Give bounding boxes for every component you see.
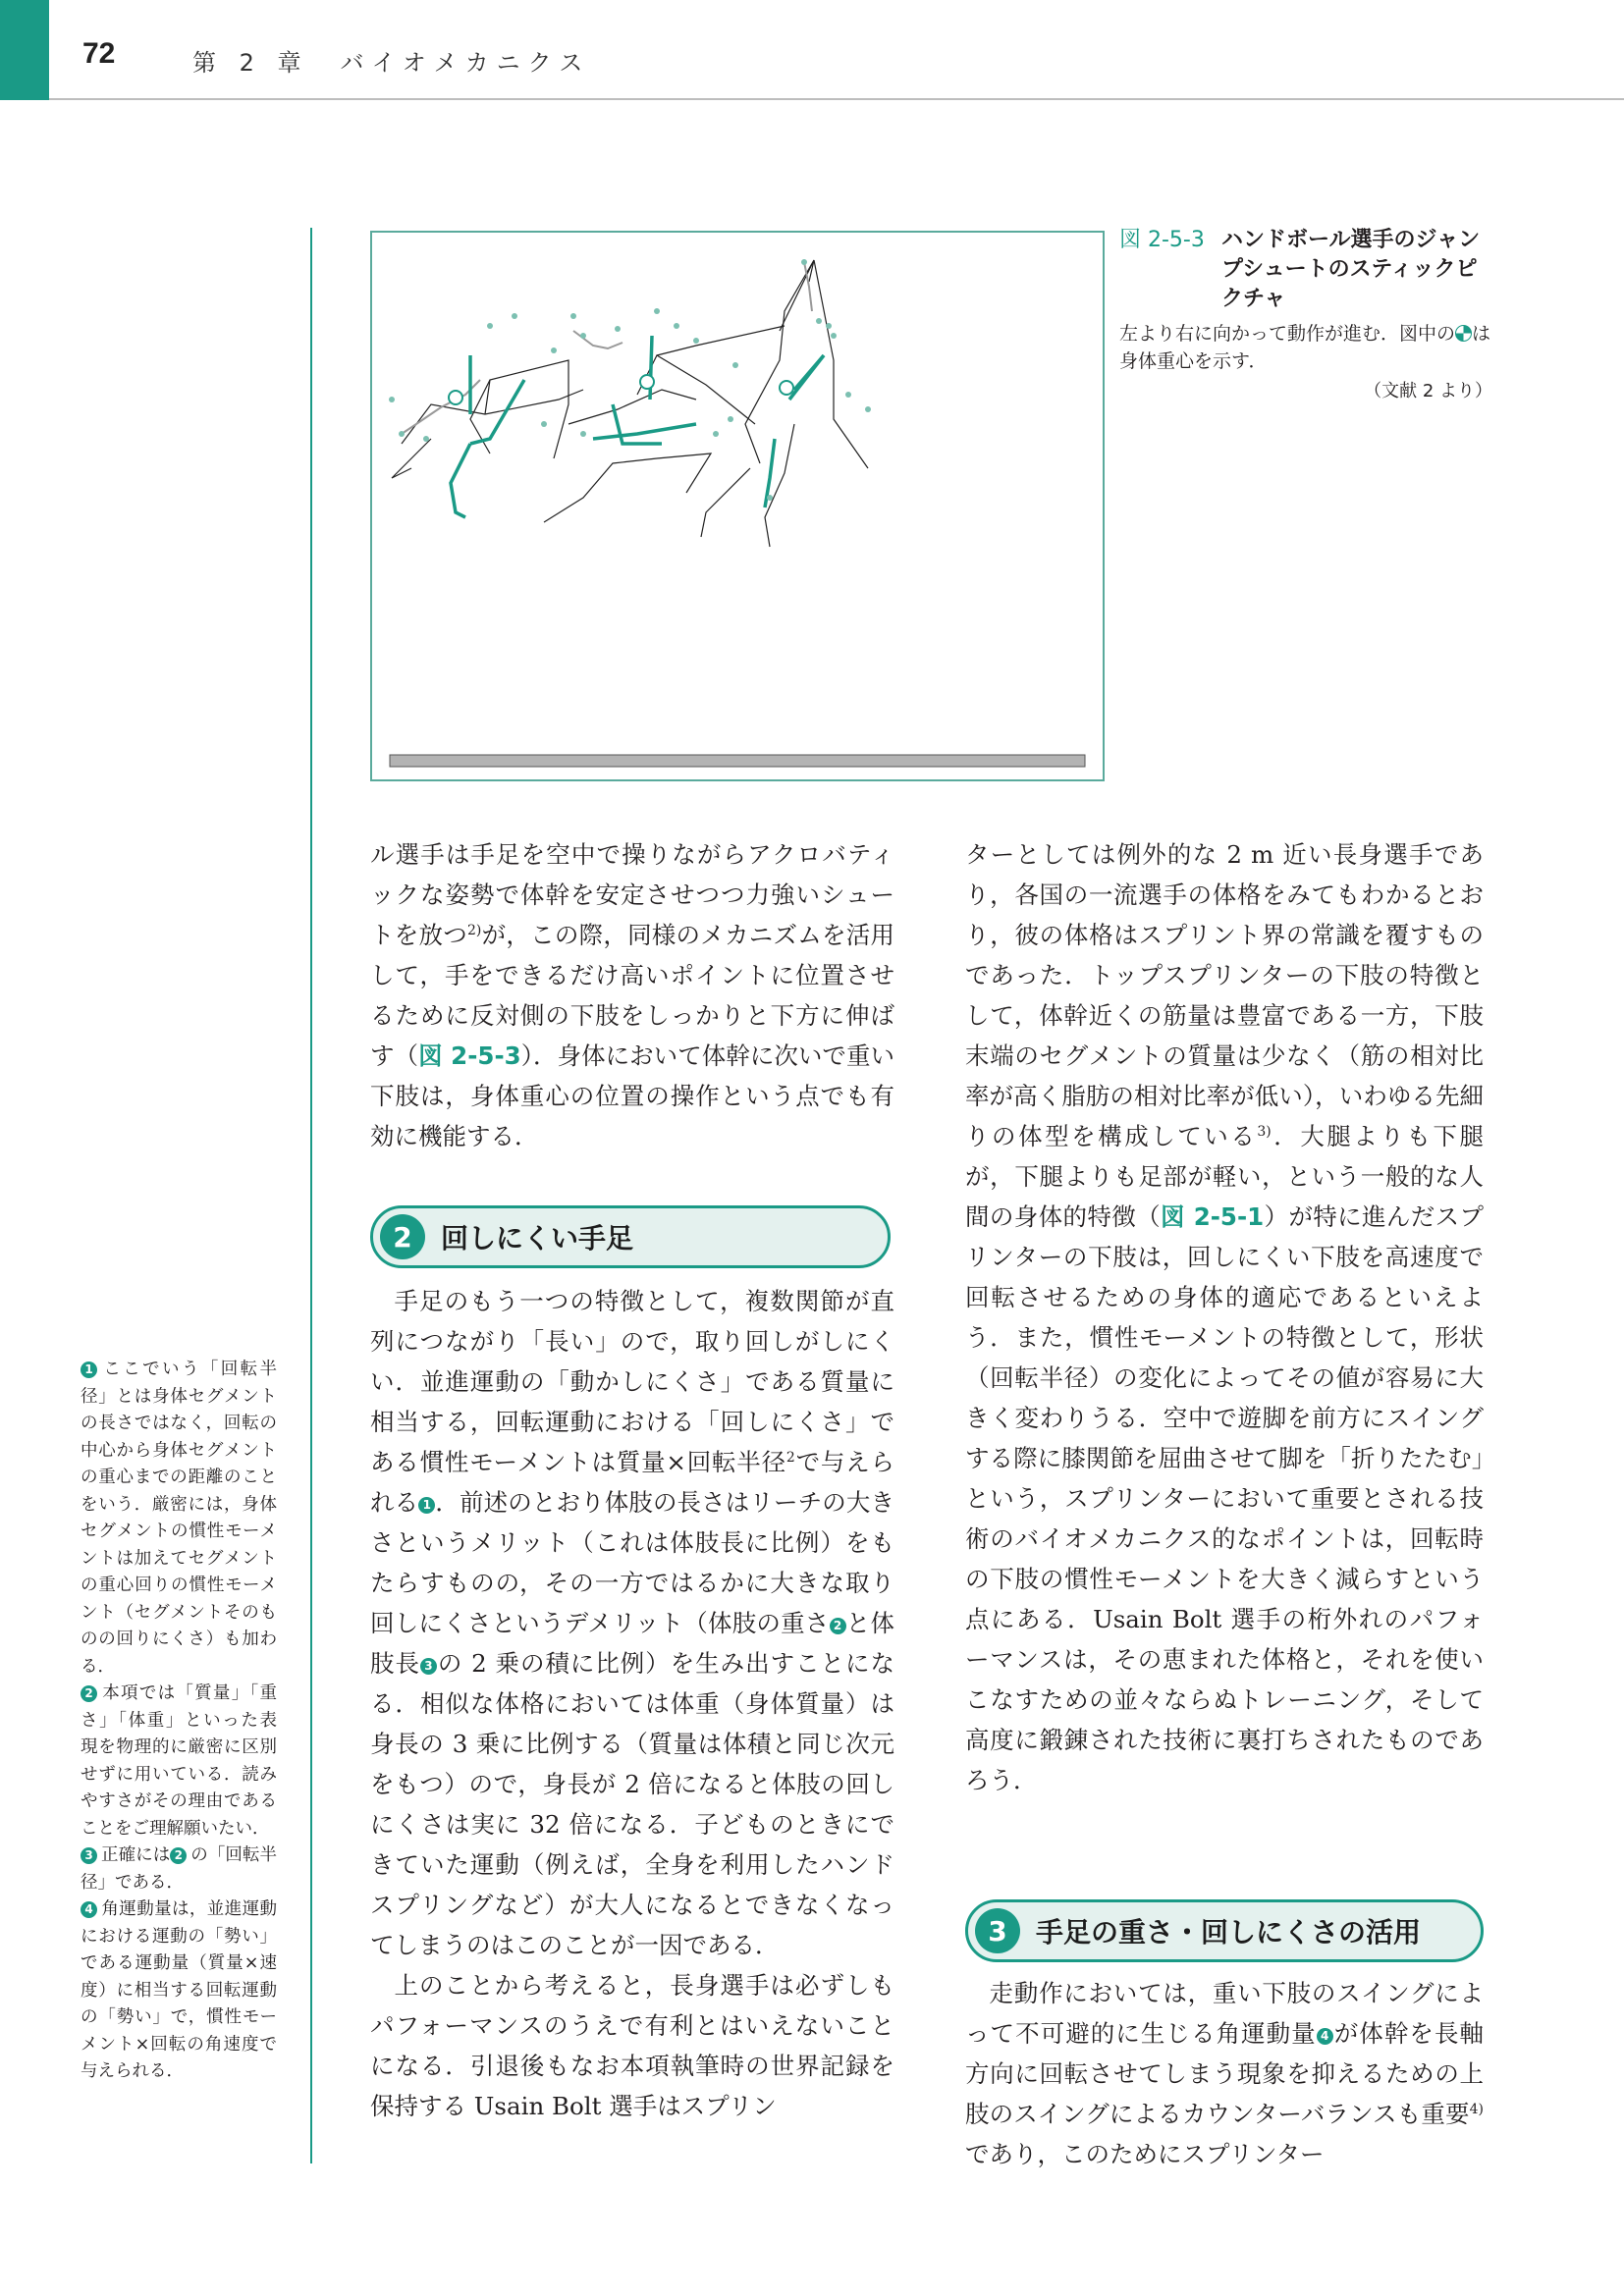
section-heading-2: [370, 1205, 891, 1268]
note-4: 4 角運動量は，並進運動における運動の「勢い」である運動量（質量×速度）に相当する回転運動の「勢い」で，慣性モーメント×回転の角速度で与えられる．: [81, 1899, 277, 2081]
figure-title: ハンドボール選手のジャンプシュートのスティックピクチャ: [1221, 228, 1481, 311]
figure-reference-link[interactable]: 図 2-5-1: [1160, 1202, 1265, 1231]
paragraph: 手足のもう一つの特徴として，複数関節が直列につながり「長い」ので，取り回しがしにくい．並進運動の「動かしにくさ」である質量に相当する，回転運動における「回しにくさ」である慣性モーメントは質量×回転半径$^2$で与えられる 1 ．前述のとおり体肢の長さはリーチの大きさというメリット（これは体肢長に比例）をもたらすものの，その一方ではるかに大きな取り回しにくさというデメリット（体肢の重さ 2 と体肢長 3 の 2 乗の積に比例）を生み出すことになる．相似な体格においては体重（身体質量）は身長の 3 乗に比例する（質量は体積と同じ次元をもつ）ので，身長が 2 倍になると体肢の回しにくさは実に 32 倍になる．子どものときにできていた運動（例えば，全身を利用したハンドスプリングなど）が大人になるとできなくなってしまうのはこのことが一因である．: [370, 1287, 895, 1959]
chapter-title: 第 2 章 バイオメカニクス: [192, 49, 591, 77]
section-number: 3: [975, 1908, 1020, 1953]
note-1: 1 ここでいう「回転半径」とは身体セグメントの長さではなく，回転の中心から身体セグメントの重心までの距離のことをいう．厳密には，身体セグメントの慣性モーメントは加えてセグメントの重心回りの慣性モーメント（セグメントそのものの回りにくさ）も加わる．: [81, 1360, 277, 1677]
note-number: 3: [81, 1847, 97, 1864]
paragraph: ル選手は手足を空中で操りながらアクロバティックな姿勢で体幹を安定させつつ力強いシュートを放つ$^{2)}$が，この際，同様のメカニズムを活用して，手をできるだけ高いポイントに位置させるために反対側の下肢をしっかりと下方に伸ばす（図 2-5-3）．身体において体幹に次いで重い下肢は，身体重心の位置の操作という点でも有効に機能する．: [370, 840, 895, 1150]
figure-source: （文献 2 より）: [1364, 381, 1492, 401]
note-marker[interactable]: 3: [420, 1658, 437, 1675]
note-number: 1: [81, 1362, 97, 1378]
center-of-mass-icon: [1455, 325, 1472, 342]
column-2-section-3: [965, 1973, 1484, 2174]
note-marker[interactable]: 4: [1317, 2028, 1333, 2045]
note-marker[interactable]: 2: [830, 1618, 846, 1634]
header-rule: [49, 98, 1624, 100]
figure-reference-link[interactable]: 図 2-5-3: [418, 1041, 521, 1070]
section-title: 回しにくい手足: [441, 1222, 634, 1255]
chapter-tab: [0, 0, 49, 100]
stick-figure-illustration: [370, 231, 1105, 781]
figure-desc-text: 左より右に向かって動作が進む．図中の: [1119, 323, 1456, 345]
figure-description: [1119, 320, 1492, 375]
note-number: 4: [81, 1901, 97, 1918]
paragraph: ターとしては例外的な 2 m 近い長身選手であり，各国の一流選手の体格をみてもわかるとおり，彼の体格はスプリント界の常識を覆すものであった．トップスプリンターの下肢の特徴として，体幹近くの筋量は豊富である一方，下肢末端のセグメントの質量は少なく（筋の相対比率が高く脂肪の相対比率が低い），いわゆる先細りの体型を構成している$^{3)}$．大腿よりも下腿が，下腿よりも足部が軽い，という一般的な人間の身体的特徴（図 2-5-1）が特に進んだスプリンターの下肢は，回しにくい下肢を高速度で回転させるための身体的適応であるといえよう．また，慣性モーメントの特徴として，形状（回転半径）の変化によってその値が容易に大きく変わりうる．空中で遊脚を前方にスイングする際に膝関節を屈曲させて脚を「折りたたむ」という，スプリンターにおいて重要とされる技術のバイオメカニクス的なポイントは，回転時の下肢の慣性モーメントを大きく減らすという点にある．Usain Bolt 選手の桁外れのパフォーマンスは，その恵まれた体格と，それを使いこなすための並々ならぬトレーニング，そして高度に鍛錬された技術に裏打ちされたものであろう．: [965, 840, 1485, 1794]
column-2-body: [965, 834, 1484, 1800]
page-number: 72: [82, 37, 116, 70]
margin-notes: [81, 1357, 277, 2086]
margin-rule: [310, 228, 312, 2163]
paragraph: 上のことから考えると，長身選手は必ずしもパフォーマンスのうえで有利とはいえないことになる．引退後もなお本項執筆時の世界記録を保持する Usain Bolt 選手はスプリン: [370, 1971, 894, 2120]
section-title: 手足の重さ・回しにくさの活用: [1036, 1916, 1422, 1949]
figure-caption: [1119, 226, 1492, 402]
paragraph: 走動作においては，重い下肢のスイングによって不可避的に生じる角運動量 4 が体幹を長軸方向に回転させてしまう現象を抑えるための上肢のスイングによるカウンターバランスも重要$^{4)}$であり，このためにスプリンター: [965, 1979, 1485, 2168]
column-1-intro: [370, 834, 894, 1156]
column-1-body: [370, 1281, 894, 2126]
note-marker[interactable]: 1: [418, 1497, 435, 1514]
section-heading-3: [965, 1899, 1484, 1962]
note-number: 2: [81, 1685, 97, 1702]
note-3: 3 正確には 2 の「回転半径」である．: [81, 1845, 277, 1893]
figure-title-row: [1119, 226, 1492, 314]
figure-desc-text-2: は身体重心を示す．: [1119, 323, 1491, 372]
figure-id: 図 2-5-3: [1119, 228, 1205, 252]
note-number-inline: 2: [170, 1847, 187, 1864]
section-number: 2: [380, 1214, 425, 1259]
stick-picture-svg: [372, 233, 1103, 779]
note-2: 2 本項では「質量」「重さ」「体重」といった表現を物理的に厳密に区別せずに用いている．読みやすさがその理由であることをご理解願いたい．: [81, 1683, 277, 1839]
